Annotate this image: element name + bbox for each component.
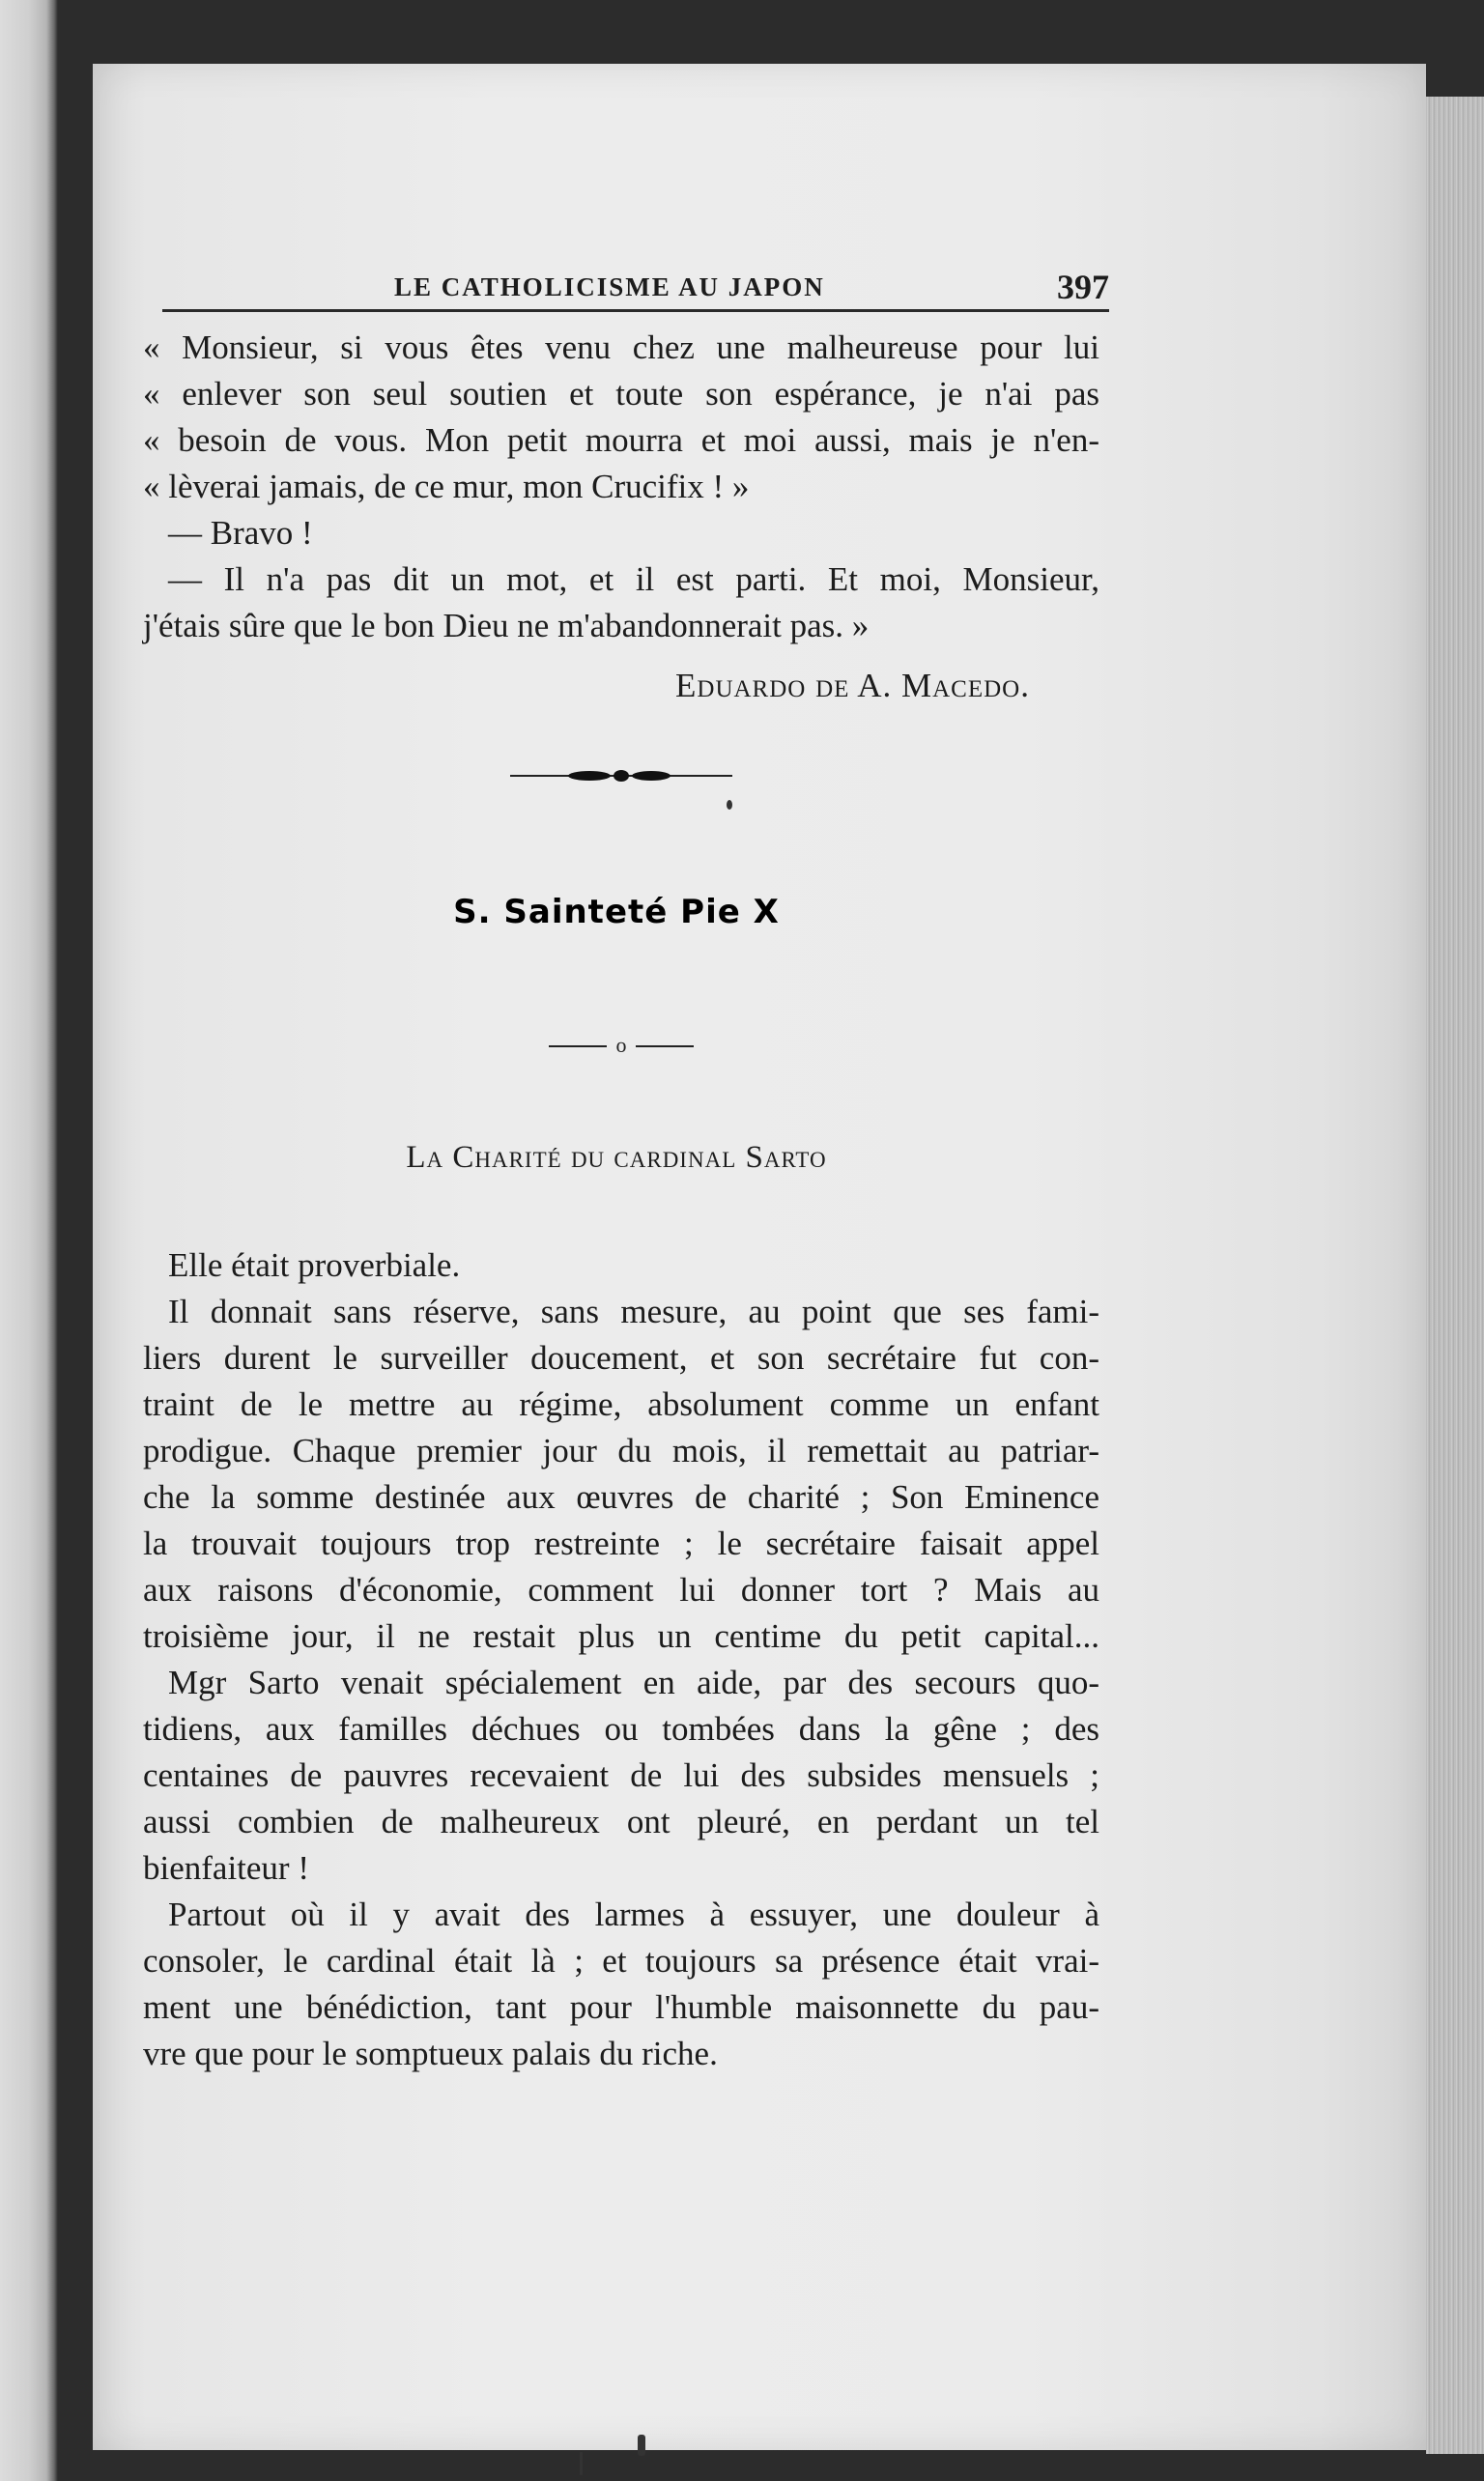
text-line: — Bravo ! bbox=[168, 514, 313, 552]
text-line: tidiens, aux familles déchues ou tombées dans la gêne ; des bbox=[143, 1710, 1099, 1748]
body-text bbox=[143, 1242, 1099, 2077]
running-title: LE CATHOLICISME AU JAPON bbox=[394, 272, 825, 301]
text-line: aussi combien de malheureux ont pleuré, en perdant un tel bbox=[143, 1803, 1099, 1840]
text-line: « lèverai jamais, de ce mur, mon Crucifix ! » bbox=[143, 468, 750, 505]
text-line: aux raisons d'économie, comment lui donner tort ? Mais au bbox=[143, 1571, 1099, 1609]
text-line: liers durent le surveiller doucement, et son secrétaire fut con- bbox=[143, 1339, 1099, 1377]
section-separator bbox=[549, 1034, 694, 1059]
page-number: 397 bbox=[1057, 268, 1109, 306]
text-line: « enlever son seul soutien et toute son espérance, je n'ai pas bbox=[143, 375, 1099, 413]
text-line: troisième jour, il ne restait plus un centime du petit capital... bbox=[143, 1617, 1099, 1655]
author-signature bbox=[143, 667, 1030, 705]
page-stack-edge bbox=[1426, 97, 1484, 2454]
text-line: Partout où il y avait des larmes à essuyer, une douleur à bbox=[168, 1896, 1099, 1933]
header-rule bbox=[162, 309, 1109, 312]
scan-speck bbox=[580, 2452, 583, 2475]
separator-mark: o bbox=[615, 1034, 627, 1057]
scan-speck bbox=[727, 800, 732, 810]
text-line: — Il n'a pas dit un mot, et il est parti. Et moi, Monsieur, bbox=[168, 560, 1099, 598]
ornament-divider bbox=[510, 761, 732, 790]
author-name: Eduardo de A. Macedo. bbox=[675, 667, 1030, 704]
text-line: traint de le mettre au régime, absolument comme un enfant bbox=[143, 1385, 1099, 1423]
text-line: Il donnait sans réserve, sans mesure, au point que ses fami- bbox=[168, 1293, 1099, 1330]
section-title: S. Sainteté Pie X bbox=[453, 893, 780, 931]
text-line: prodigue. Chaque premier jour du mois, il remettait au patriar- bbox=[143, 1432, 1099, 1469]
text-line: la trouvait toujours trop restreinte ; le secrétaire faisait appel bbox=[143, 1525, 1099, 1562]
page-header bbox=[162, 268, 1109, 311]
text-line: j'étais sûre que le bon Dieu ne m'abandonnerait pas. » bbox=[143, 607, 870, 644]
text-line: « besoin de vous. Mon petit mourra et moi aussi, mais je n'en- bbox=[143, 421, 1099, 459]
dialogue-block bbox=[143, 325, 1099, 649]
text-line: bienfaiteur ! bbox=[143, 1849, 309, 1887]
subtitle-text: La Charité du cardinal Sarto bbox=[406, 1140, 827, 1175]
text-line: Elle était proverbiale. bbox=[168, 1246, 461, 1284]
text-line: centaines de pauvres recevaient de lui des subsides mensuels ; bbox=[143, 1756, 1099, 1794]
text-line: ment une bénédiction, tant pour l'humble maisonnette du pau- bbox=[143, 1988, 1099, 2026]
article-subtitle bbox=[143, 1140, 1090, 1176]
scan-speck bbox=[638, 2435, 645, 2456]
text-line: Mgr Sarto venait spécialement en aide, par des secours quo- bbox=[168, 1664, 1099, 1701]
text-line: che la somme destinée aux œuvres de charité ; Son Eminence bbox=[143, 1478, 1099, 1516]
text-line: vre que pour le somptueux palais du riche. bbox=[143, 2035, 718, 2072]
text-line: consoler, le cardinal était là ; et toujours sa présence était vrai- bbox=[143, 1942, 1099, 1980]
facing-page-edge bbox=[0, 0, 58, 2481]
text-line: « Monsieur, si vous êtes venu chez une malheureuse pour lui bbox=[143, 328, 1099, 366]
